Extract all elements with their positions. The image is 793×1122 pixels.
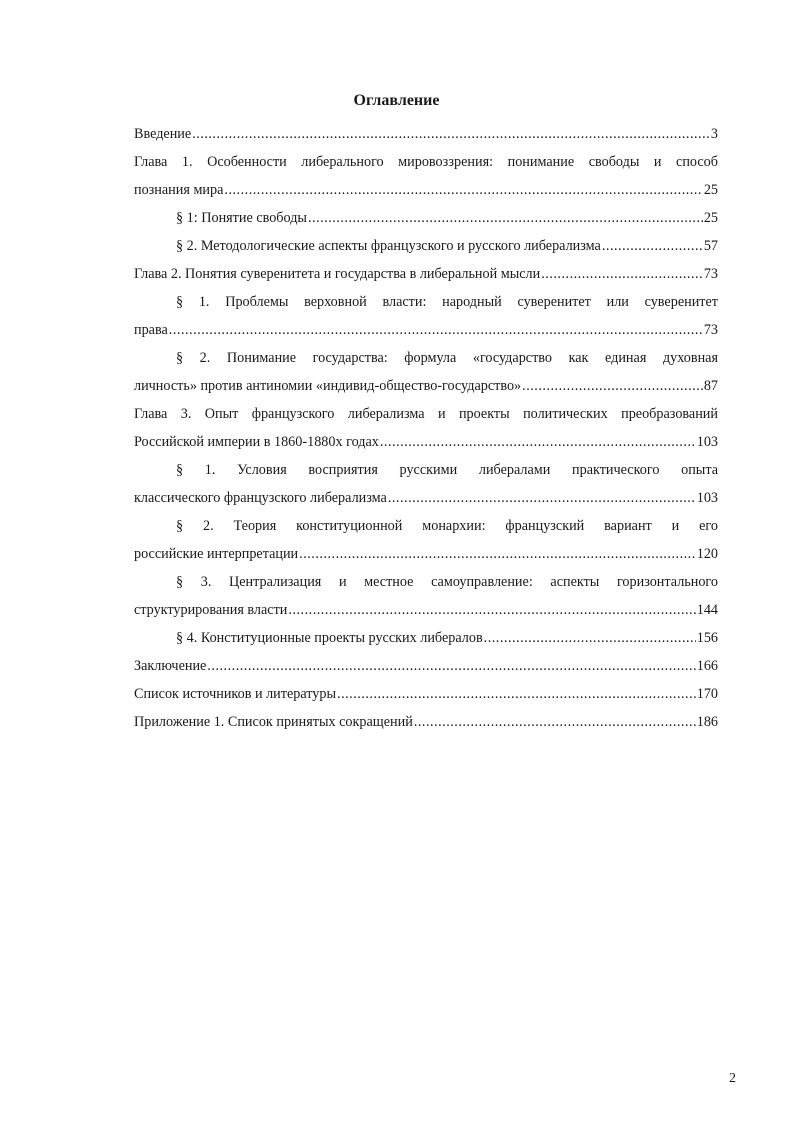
dot-leader	[224, 176, 702, 204]
toc-entry-ch3-section-4	[134, 624, 718, 652]
toc-entry-appendix-1	[134, 708, 718, 736]
dot-leader	[337, 680, 696, 708]
toc-entry-sources	[134, 680, 718, 708]
toc-entry-ch2-section-1-line-1: § 1. Проблемы верховной власти: народный суверенитет или суверенитет	[176, 294, 718, 310]
page-number: 2	[729, 1071, 736, 1086]
table-of-contents	[134, 120, 718, 736]
toc-entry-ch3-section-2-line-1: § 2. Теория конституционной монархии: французский вариант и его	[176, 518, 718, 534]
toc-entry-page: 144	[696, 602, 718, 618]
toc-entry-page: 103	[696, 490, 718, 506]
dot-leader	[484, 624, 696, 652]
dot-leader	[541, 260, 703, 288]
toc-entry-ch3-section-3	[134, 596, 718, 624]
toc-entry-introduction	[134, 120, 718, 148]
toc-entry-chapter-3	[134, 428, 718, 456]
dot-leader	[522, 372, 703, 400]
toc-entry-text: права	[134, 322, 168, 338]
dot-leader	[299, 540, 696, 568]
toc-entry-page: 156	[696, 630, 718, 646]
toc-entry-text: Глава 2. Понятия суверенитета и государства в либеральной мысли	[134, 266, 541, 282]
toc-entry-ch3-section-3-line-1: § 3. Централизация и местное самоуправление: аспекты горизонтального	[176, 574, 718, 590]
toc-entry-page: 57	[703, 238, 718, 254]
page-title: Оглавление	[353, 92, 440, 109]
toc-entry-page: 25	[703, 182, 718, 198]
toc-entry-text: классического французского либерализма	[134, 490, 387, 506]
toc-entry-page: 170	[696, 686, 718, 702]
dot-leader	[308, 204, 703, 232]
toc-entry-ch3-section-2	[134, 540, 718, 568]
dot-leader	[169, 316, 703, 344]
toc-entry-text: Приложение 1. Список принятых сокращений	[134, 714, 413, 730]
toc-entry-page: 103	[696, 434, 718, 450]
toc-entry-text: § 1: Понятие свободы	[176, 210, 307, 226]
toc-entry-text: личность» против антиномии «индивид-общество-государство»	[134, 378, 522, 394]
toc-entry-chapter-3-line-1: Глава 3. Опыт французского либерализма и проекты политических преобразований	[134, 406, 718, 422]
toc-entry-page: 120	[696, 546, 718, 562]
dot-leader	[380, 428, 696, 456]
dot-leader	[288, 596, 695, 624]
toc-entry-page: 73	[703, 322, 718, 338]
toc-entry-ch3-section-1-line-1: § 1. Условия восприятия русскими либералами практического опыта	[176, 462, 718, 478]
toc-entry-text: § 2. Методологические аспекты французского и русского либерализма	[176, 238, 601, 254]
toc-entry-text: Заключение	[134, 658, 207, 674]
toc-entry-ch1-section-1	[134, 204, 718, 232]
toc-entry-text: Российской империи в 1860-1880х годах	[134, 434, 379, 450]
dot-leader	[192, 120, 710, 148]
toc-entry-chapter-1	[134, 176, 718, 204]
toc-entry-text: российские интерпретации	[134, 546, 299, 562]
toc-entry-ch2-section-1	[134, 316, 718, 344]
toc-entry-ch1-section-2	[134, 232, 718, 260]
toc-entry-text: познания мира	[134, 182, 224, 198]
dot-leader	[207, 652, 695, 680]
toc-entry-ch3-section-1	[134, 484, 718, 512]
toc-entry-page: 186	[696, 714, 718, 730]
toc-entry-chapter-2	[134, 260, 718, 288]
toc-entry-chapter-1-line-1: Глава 1. Особенности либерального мировоззрения: понимание свободы и способ	[134, 154, 718, 170]
dot-leader	[602, 232, 703, 260]
toc-entry-text: Введение	[134, 126, 192, 142]
dot-leader	[414, 708, 696, 736]
toc-entry-page: 25	[703, 210, 718, 226]
toc-entry-text: § 4. Конституционные проекты русских либералов	[176, 630, 483, 646]
toc-entry-conclusion	[134, 652, 718, 680]
toc-entry-text: Список источников и литературы	[134, 686, 337, 702]
toc-entry-page: 3	[710, 126, 718, 142]
toc-entry-text: структурирования власти	[134, 602, 288, 618]
toc-entry-page: 166	[696, 658, 718, 674]
toc-entry-page: 87	[703, 378, 718, 394]
dot-leader	[388, 484, 696, 512]
toc-entry-page: 73	[703, 266, 718, 282]
toc-entry-ch2-section-2	[134, 372, 718, 400]
toc-entry-ch2-section-2-line-1: § 2. Понимание государства: формула «государство как единая духовная	[176, 350, 718, 366]
